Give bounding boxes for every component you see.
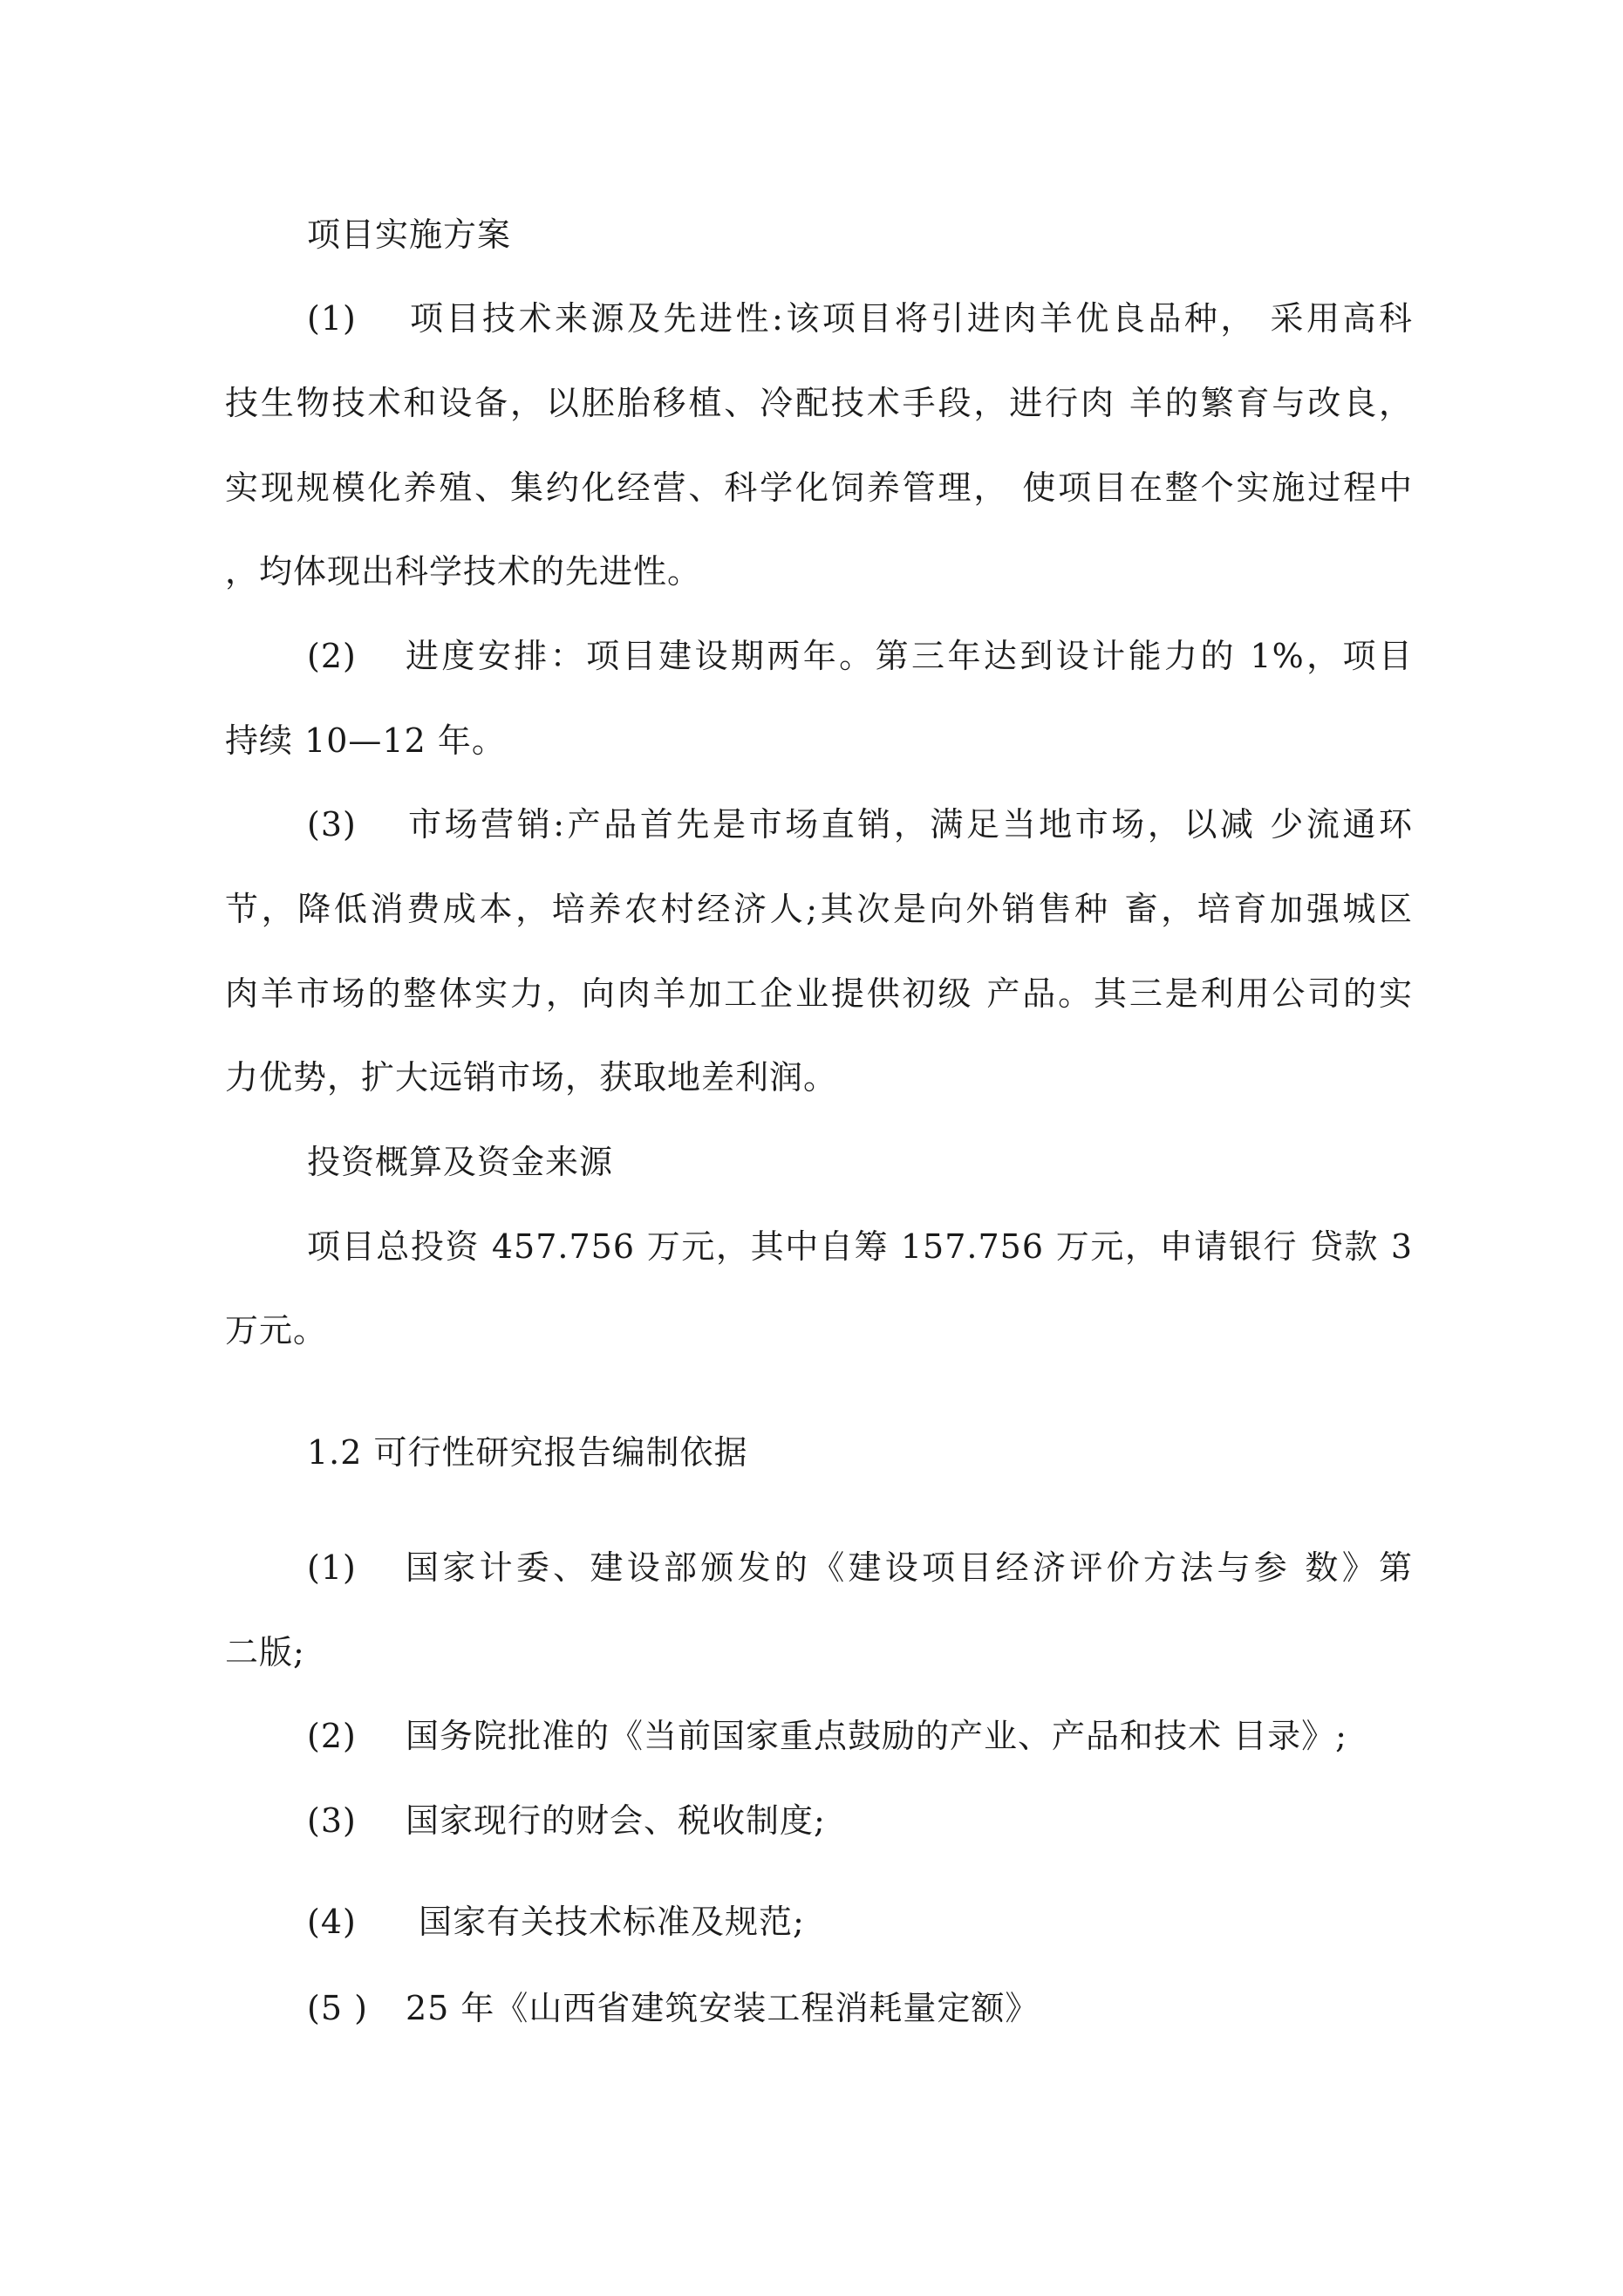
investment-line2: 万元。: [225, 1311, 328, 1350]
item1-line2: 技生物技术和设备，以胚胎移植、冷配技术手段，进行肉 羊的繁育与改良，: [225, 384, 1413, 422]
item2-line2: 持续 10—12 年。: [225, 721, 506, 760]
item3-number: (3): [307, 805, 357, 844]
basis5-line1: 25 年《山西省建筑安装工程消耗量定额》: [406, 1989, 1040, 2027]
basis2-line1: 国务院批准的《当前国家重点鼓励的产业、产品和技术 目录》;: [406, 1717, 1347, 1755]
section-heading: 1.2 可行性研究报告编制依据: [307, 1433, 748, 1472]
basis5-number: (5 ): [307, 1989, 368, 2027]
item3-line4: 力优势，扩大远销市场，获取地差利润。: [225, 1058, 838, 1097]
basis3-number: (3): [307, 1801, 357, 1840]
item1-line1: 项目技术来源及先进性:该项目将引进肉羊优良品种， 采用高科: [410, 299, 1413, 338]
heading-investment: 投资概算及资金来源: [307, 1143, 614, 1181]
investment-line1: 项目总投资 457.756 万元，其中自筹 157.756 万元，申请银行 贷款 3: [307, 1227, 1413, 1266]
basis1-number: (1): [307, 1548, 357, 1587]
item2-number: (2): [307, 637, 357, 675]
basis4-number: (4): [307, 1903, 357, 1941]
item2-line1: 进度安排：项目建设期两年。第三年达到设计能力的 1%，项目: [406, 637, 1413, 675]
item3-line3: 肉羊市场的整体实力，向肉羊加工企业提供初级 产品。其三是利用公司的实: [225, 974, 1413, 1013]
item1-number: (1): [307, 299, 357, 338]
item3-line1: 市场营销:产品首先是市场直销，满足当地市场，以减 少流通环: [408, 805, 1413, 844]
item3-line2: 节，降低消费成本，培养农村经济人;其次是向外销售种 畜，培育加强城区: [225, 890, 1413, 928]
heading-implementation: 项目实施方案: [307, 215, 512, 254]
item1-line4: ，均体现出科学技术的先进性。: [225, 552, 702, 591]
basis4-line1: 国家有关技术标准及规范;: [419, 1903, 805, 1941]
basis1-line1: 国家计委、建设部颁发的《建设项目经济评价方法与参 数》第: [406, 1548, 1413, 1587]
basis2-number: (2): [307, 1717, 357, 1755]
basis1-line2: 二版;: [225, 1633, 305, 1671]
basis3-line1: 国家现行的财会、税收制度;: [406, 1801, 826, 1840]
item1-line3: 实现规模化养殖、集约化经营、科学化饲养管理， 使项目在整个实施过程中: [225, 468, 1413, 507]
